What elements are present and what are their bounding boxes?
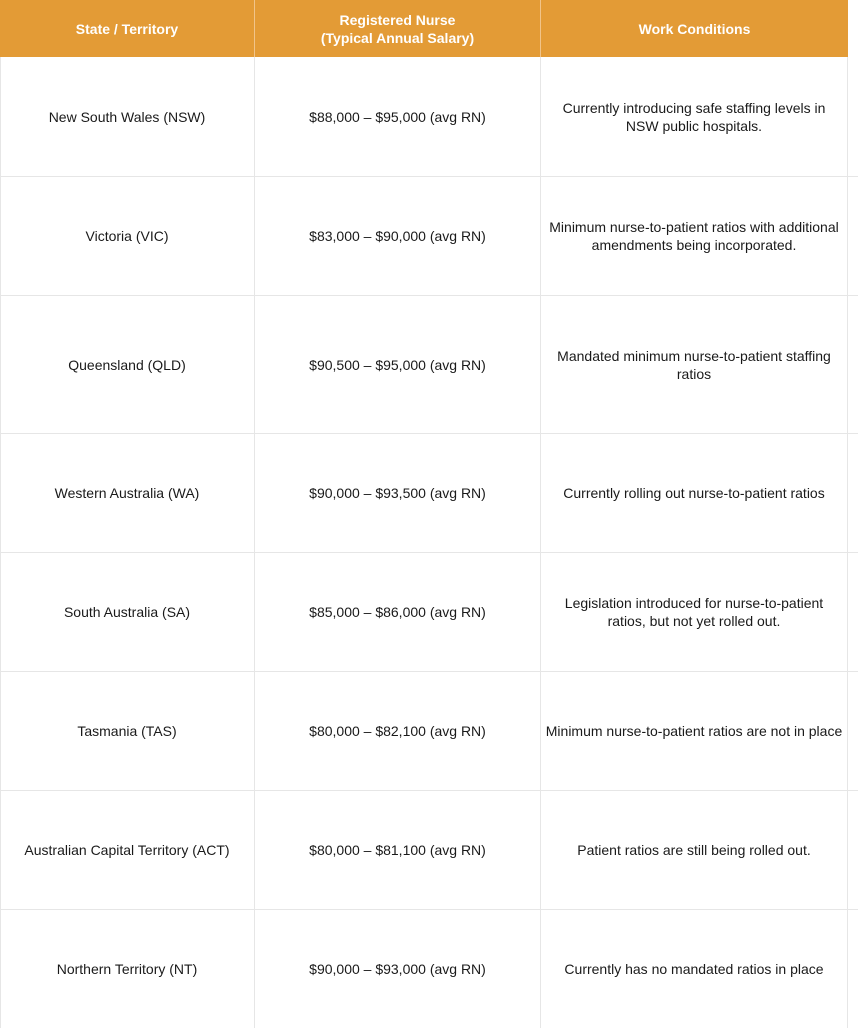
table-row bbox=[0, 553, 858, 672]
table-row bbox=[0, 434, 858, 553]
table-row bbox=[0, 57, 858, 177]
cell-spacer bbox=[848, 57, 858, 176]
table-row bbox=[0, 672, 858, 791]
cell-spacer bbox=[848, 177, 858, 295]
cell-conditions: Currently rolling out nurse-to-patient ratios bbox=[541, 434, 848, 552]
header-state: State / Territory bbox=[0, 0, 255, 57]
cell-salary: $80,000 – $82,100 (avg RN) bbox=[255, 672, 541, 790]
cell-spacer bbox=[848, 553, 858, 671]
cell-spacer bbox=[848, 791, 858, 909]
cell-state: Australian Capital Territory (ACT) bbox=[0, 791, 255, 909]
cell-state: Queensland (QLD) bbox=[0, 296, 255, 433]
cell-state: South Australia (SA) bbox=[0, 553, 255, 671]
cell-salary: $90,000 – $93,000 (avg RN) bbox=[255, 910, 541, 1028]
cell-spacer bbox=[848, 672, 858, 790]
table-row bbox=[0, 177, 858, 296]
header-conditions: Work Conditions bbox=[638, 20, 751, 37]
cell-conditions: Currently introducing safe staffing levels in NSW public hospitals. bbox=[541, 57, 848, 176]
table-row bbox=[0, 910, 858, 1028]
cell-spacer bbox=[848, 910, 858, 1028]
cell-salary: $90,500 – $95,000 (avg RN) bbox=[255, 296, 541, 433]
cell-salary: $80,000 – $81,100 (avg RN) bbox=[255, 791, 541, 909]
header-salary: Registered Nurse (Typical Annual Salary) bbox=[255, 0, 541, 57]
cell-spacer bbox=[848, 434, 858, 552]
cell-state: Tasmania (TAS) bbox=[0, 672, 255, 790]
cell-salary: $90,000 – $93,500 (avg RN) bbox=[255, 434, 541, 552]
table-row bbox=[0, 296, 858, 434]
cell-state: Western Australia (WA) bbox=[0, 434, 255, 552]
cell-state: Victoria (VIC) bbox=[0, 177, 255, 295]
cell-conditions: Mandated minimum nurse-to-patient staffing ratios bbox=[541, 296, 848, 433]
cell-conditions: Minimum nurse-to-patient ratios are not in place bbox=[541, 672, 848, 790]
cell-salary: $83,000 – $90,000 (avg RN) bbox=[255, 177, 541, 295]
cell-state: New South Wales (NSW) bbox=[0, 57, 255, 176]
cell-salary: $88,000 – $95,000 (avg RN) bbox=[255, 57, 541, 176]
table-row bbox=[0, 791, 858, 910]
table-body bbox=[0, 57, 858, 1028]
cell-conditions: Minimum nurse-to-patient ratios with additional amendments being incorporated. bbox=[541, 177, 848, 295]
cell-spacer bbox=[848, 296, 858, 433]
cell-conditions: Currently has no mandated ratios in place bbox=[541, 910, 848, 1028]
table-header-row bbox=[0, 0, 848, 57]
cell-conditions: Legislation introduced for nurse-to-patient ratios, but not yet rolled out. bbox=[541, 553, 848, 671]
cell-conditions: Patient ratios are still being rolled out. bbox=[541, 791, 848, 909]
cell-salary: $85,000 – $86,000 (avg RN) bbox=[255, 553, 541, 671]
cell-state: Northern Territory (NT) bbox=[0, 910, 255, 1028]
